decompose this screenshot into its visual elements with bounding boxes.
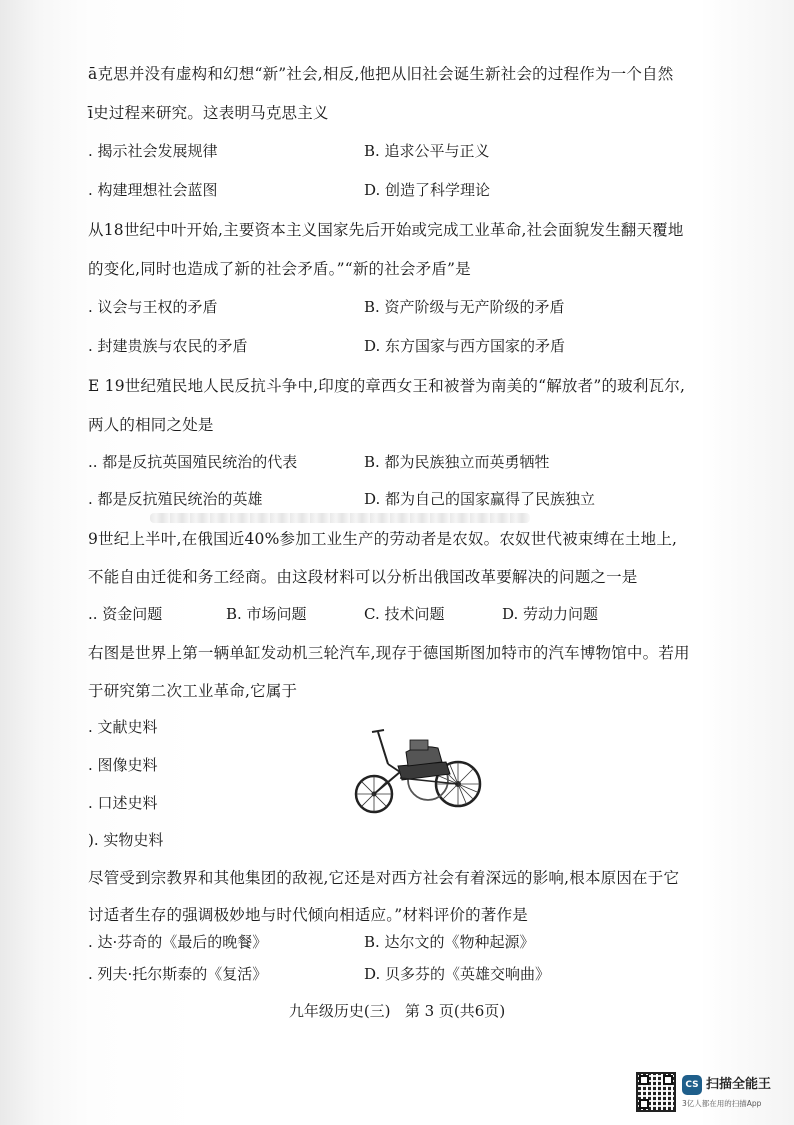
question-marx-option-b: B. 追求公平与正义 xyxy=(364,142,490,160)
question-work-option-a: . 达·芬奇的《最后的晚餐》 xyxy=(88,933,268,951)
question-russia-option-a: .. 资金问题 xyxy=(88,605,163,623)
question-russia-stem-line2: 不能自由迁徙和务工经商。由这段材料可以分析出俄国改革要解决的问题之一是 xyxy=(88,568,638,586)
scan-smudge xyxy=(150,513,530,523)
question-marx-stem-line2: ī史过程来研究。这表明马克思主义 xyxy=(88,104,329,122)
question-car-option-c: . 口述史料 xyxy=(88,794,158,812)
question-colonial-option-c: . 都是反抗殖民统治的英雄 xyxy=(88,490,263,508)
question-marx-stem-line1: ā克思并没有虚构和幻想“新”社会,相反,他把从旧社会诞生新社会的过程作为一个自然 xyxy=(88,65,674,83)
scanner-tagline: 3亿人都在用的扫描App xyxy=(682,1099,762,1108)
question-colonial-option-b: B. 都为民族独立而英勇牺牲 xyxy=(364,453,550,471)
question-colonial-option-d: D. 都为自己的国家赢得了民族独立 xyxy=(364,490,596,508)
question-colonial-option-a: .. 都是反抗英国殖民统治的代表 xyxy=(88,453,298,471)
question-industrial-stem-line1: 从18世纪中叶开始,主要资本主义国家先后开始或完成工业革命,社会面貌发生翻天覆地 xyxy=(88,221,684,239)
question-marx-option-d: D. 创造了科学理论 xyxy=(364,181,491,199)
question-russia-option-d: D. 劳动力问题 xyxy=(502,605,599,623)
question-work-option-d: D. 贝多芬的《英雄交响曲》 xyxy=(364,965,551,983)
question-car-stem-line2: 于研究第二次工业革命,它属于 xyxy=(88,682,298,700)
question-work-option-b: B. 达尔文的《物种起源》 xyxy=(364,933,535,951)
question-industrial-option-a: . 议会与王权的矛盾 xyxy=(88,298,218,316)
question-work-stem-line1: 尽管受到宗教界和其他集团的敌视,它还是对西方社会有着深远的影响,根本原因在于它 xyxy=(88,869,680,887)
question-industrial-option-b: B. 资产阶级与无产阶级的矛盾 xyxy=(364,298,565,316)
benz-three-wheeler-image xyxy=(350,722,482,822)
question-car-option-d: ). 实物史料 xyxy=(88,831,164,849)
question-work-option-c: . 列夫·托尔斯泰的《复活》 xyxy=(88,965,268,983)
question-industrial-option-c: . 封建贵族与农民的矛盾 xyxy=(88,337,248,355)
question-russia-option-b: B. 市场问题 xyxy=(226,605,307,623)
question-colonial-stem-line1: E 19世纪殖民地人民反抗斗争中,印度的章西女王和被誉为南美的“解放者”的玻利瓦尔, xyxy=(88,377,686,395)
question-marx-option-c: . 构建理想社会蓝图 xyxy=(88,181,218,199)
scanner-watermark xyxy=(636,1072,782,1114)
qr-code-icon xyxy=(636,1072,676,1112)
question-marx-option-a: . 揭示社会发展规律 xyxy=(88,142,218,160)
question-industrial-stem-line2: 的变化,同时也造成了新的社会矛盾。”“新的社会矛盾”是 xyxy=(88,260,471,278)
page-footer: 九年级历史(三) 第 3 页(共6页) xyxy=(288,1002,506,1020)
question-car-option-b: . 图像史料 xyxy=(88,756,158,774)
camscanner-logo: CS xyxy=(682,1075,702,1095)
question-car-stem-line1: 右图是世界上第一辆单缸发动机三轮汽车,现存于德国斯图加特市的汽车博物馆中。若用 xyxy=(88,644,690,662)
question-colonial-stem-line2: 两人的相同之处是 xyxy=(88,416,214,434)
question-car-option-a: . 文献史料 xyxy=(88,718,158,736)
question-industrial-option-d: D. 东方国家与西方国家的矛盾 xyxy=(364,337,566,355)
question-russia-stem-line1: 9世纪上半叶,在俄国近40%参加工业生产的劳动者是农奴。农奴世代被束缚在土地上, xyxy=(88,530,678,548)
scanner-app-name: 扫描全能王 xyxy=(706,1077,772,1092)
question-work-stem-line2: 讨适者生存的强调极妙地与时代倾向相适应。”材料评价的著作是 xyxy=(88,906,528,924)
question-russia-option-c: C. 技术问题 xyxy=(364,605,445,623)
